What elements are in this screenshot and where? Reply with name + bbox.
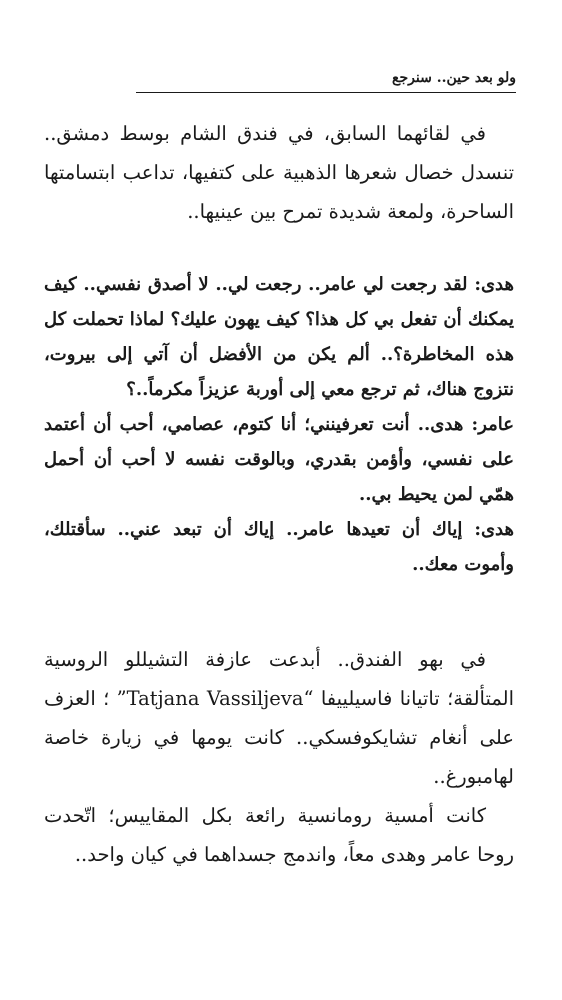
dialogue-huda-1: هدى: لقد رجعت لي عامر.. رجعت لي.. لا أصدق نفسي.. كيف يمكنك أن تفعل بي كل هذا؟ كيف يهون عليك؟ لماذا تحملت كل هذه المخاطرة؟.. ألم يكن من الأفضل أن آتي إلى بيروت، نتزوج هناك، ثم ترجع معي إلى أوربة عزيزاً مكرماً..؟ [44, 274, 514, 400]
paragraph-romantic-evening: كانت أمسية رومانسية رائعة بكل المقاييس؛ اتّحدت روحا عامر وهدى معاً، واندمج جسداهما في كيان واحد.. [44, 804, 514, 866]
section-spacer [44, 231, 514, 267]
paragraph-hotel-lobby: في بهو الفندق.. أبدعت عازفة التشيللو الروسية المتألقة؛ تاتيانا فاسيلييفا “Tatjana Vassiljeva” ؛ العزف على أنغام تشايكوفسكي.. كانت يومها في زيارة خاصة لهامبورغ.. [44, 648, 514, 788]
dialogue-huda-2: هدى: إياك أن تعيدها عامر.. إياك أن تبعد عني.. سأقتلك، وأموت معك.. [44, 519, 514, 575]
page-body [44, 114, 514, 874]
section-spacer [44, 582, 514, 640]
dialogue-amer: عامر: هدى.. أنت تعرفينني؛ أنا كتوم، عصامي، أحب أن أعتمد على نفسي، وأؤمن بقدري، وبالوقت نفسه لا أحب أن أحمل همّي لمن يحيط بي.. [44, 414, 514, 505]
paragraph-hotel-memory: في لقائهما السابق، في فندق الشام بوسط دمشق.. تنسدل خصال شعرها الذهبية على كتفيها، تداعب ابتسامتها الساحرة، ولمعة شديدة تمرح بين عينيها.. [44, 122, 514, 223]
running-header: ولو بعد حين.. سنرجع [136, 70, 516, 93]
